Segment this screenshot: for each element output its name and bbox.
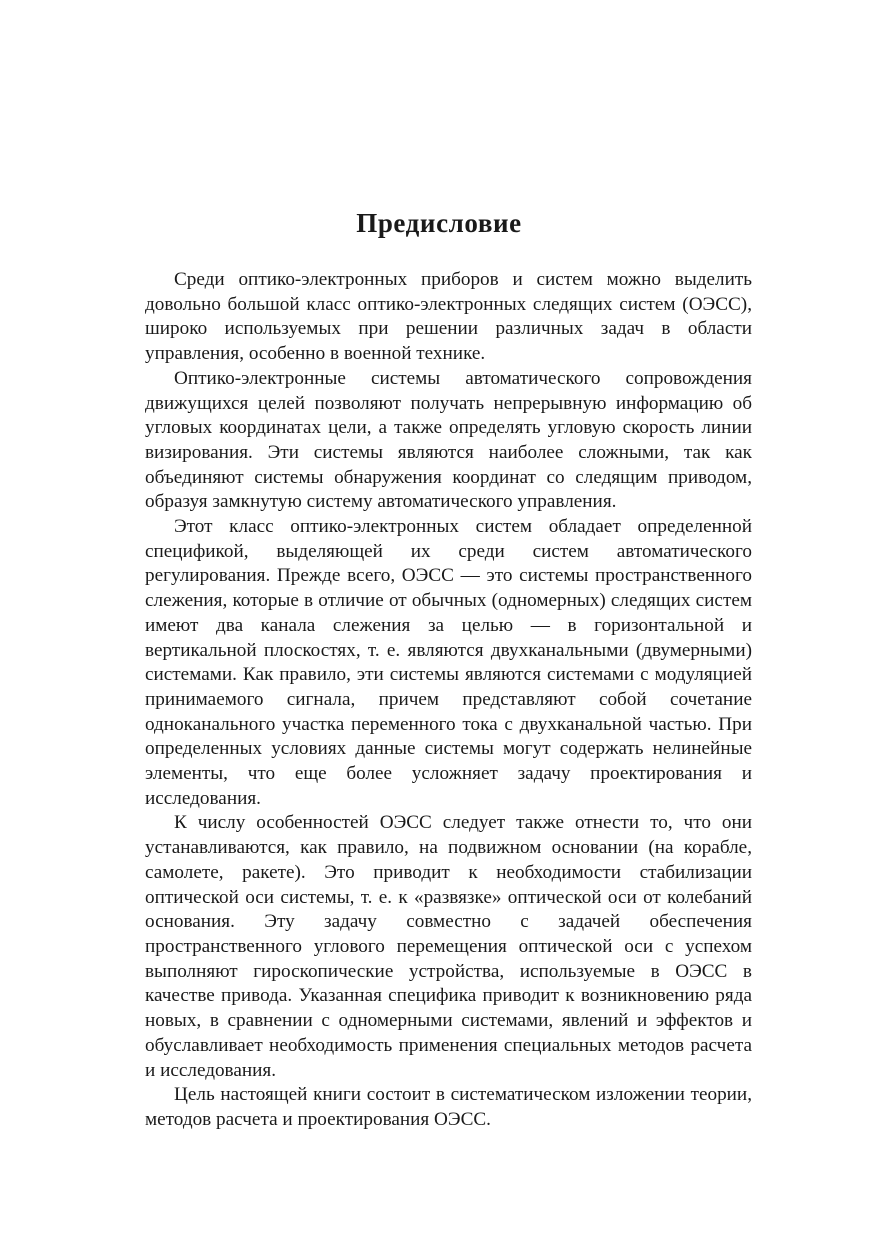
paragraph: Среди оптико-электронных приборов и систем можно выделить довольно большой класс оптико-электронных следящих систем (ОЭСС), широко используемых при решении различных задач в области управления, особенно в военной технике. <box>145 269 752 365</box>
paragraph: Цель настоящей книги состоит в систематическом изложении теории, методов расчета и проектирования ОЭСС. <box>145 1084 752 1130</box>
paragraph: Оптико-электронные системы автоматического сопровождения движущихся целей позволяют получать непрерывную информацию об угловых координатах цели, а также определять угловую скорость линии визирования. Эти системы являются наиболее сложными, так как объединяют системы обнаружения координат со следящим приводом, образуя замкнутую систему автоматического управления. <box>145 367 752 513</box>
preface-body <box>145 268 752 1133</box>
paragraph: К числу особенностей ОЭСС следует также отнести то, что они устанавливаются, как правило, на подвижном основании (на корабле, самолете, ракете). Это приводит к необходимости стабилизации оптической оси системы, т. е. к «развязке» оптической оси от колебаний основания. Эту задачу совместно с задачей обеспечения пространственного углового перемещения оптической оси с успехом выполняют гироскопические устройства, используемые в ОЭСС в качестве привода. Указанная специфика приводит к возникновению ряда новых, в сравнении с одномерными системами, явлений и эффектов и обуславливает необходимость применения специальных методов расчета и исследования. <box>145 812 752 1081</box>
page-title: Предисловие <box>356 208 522 238</box>
paragraph: Этот класс оптико-электронных систем обладает определенной спецификой, выделяющей их среди систем автоматического регулирования. Прежде всего, ОЭСС — это системы пространственного слежения, которые в отличие от обычных (одномерных) следящих систем имеют два канала слежения за целью — в горизонтальной и вертикальной плоскостях, т. е. являются двухканальными (двумерными) системами. Как правило, эти системы являются системами с модуляцией принимаемого сигнала, причем представляют собой сочетание одноканального участка переменного тока с двухканальной частью. При определенных условиях данные системы могут содержать нелинейные элементы, что еще более усложняет задачу проектирования и исследования. <box>145 516 752 809</box>
